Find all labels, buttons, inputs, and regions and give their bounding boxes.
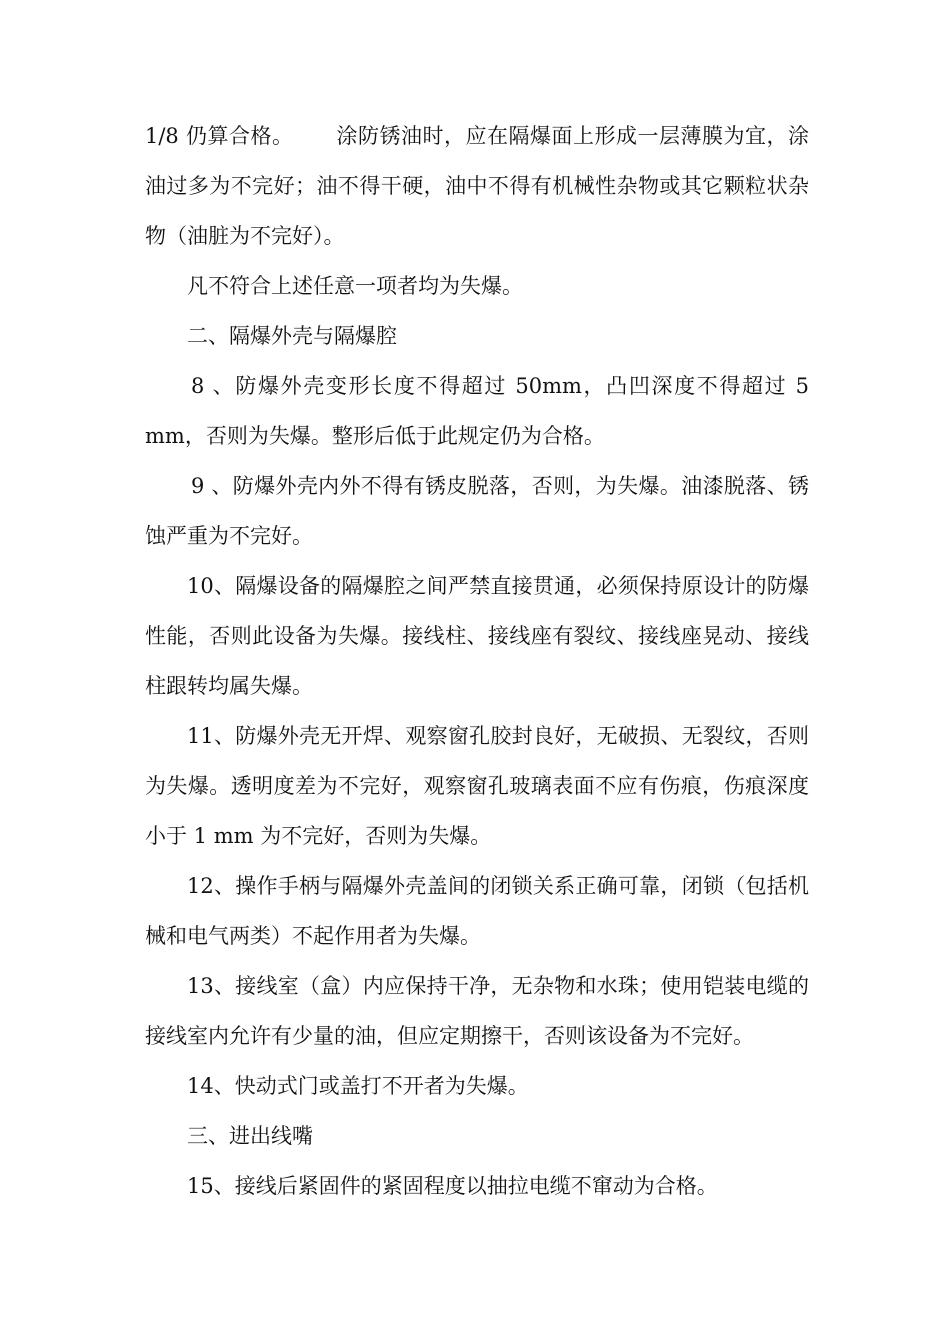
paragraph-item-8: 8 、防爆外壳变形长度不得超过 50mm，凸凹深度不得超过 5 mm，否则为失爆。整形后低于此规定仍为合格。 xyxy=(145,374,809,448)
paragraph-item-12: 12、操作手柄与隔爆外壳盖间的闭锁关系正确可靠，闭锁（包括机械和电气两类）不起作用者为失爆。 xyxy=(145,874,809,948)
section-heading-cable-entry: 三、进出线嘴 xyxy=(187,1124,313,1148)
paragraph-rust-oil: 涂防锈油时，应在隔爆面上形成一层薄膜为宜，涂油过多为不完好；油不得干硬，油中不得有机械性杂物或其它颗粒状杂物（油脏为不完好）。 xyxy=(145,124,809,248)
paragraph-oil-coating xyxy=(145,111,809,261)
document-body xyxy=(145,111,809,1211)
paragraph-item-9: 9 、防爆外壳内外不得有锈皮脱落，否则，为失爆。油漆脱落、锈蚀严重为不完好。 xyxy=(145,474,809,548)
paragraph-item-10: 10、隔爆设备的隔爆腔之间严禁直接贯通，必须保持原设计的防爆性能，否则此设备为失爆。接线柱、接线座有裂纹、接线座晃动、接线柱跟转均属失爆。 xyxy=(145,574,809,698)
paragraph-summary: 凡不符合上述任意一项者均为失爆。 xyxy=(187,274,523,298)
section-heading-enclosure: 二、隔爆外壳与隔爆腔 xyxy=(187,324,397,348)
paragraph-item-13: 13、接线室（盒）内应保持干净，无杂物和水珠；使用铠装电缆的接线室内允许有少量的油，但应定期擦干，否则该设备为不完好。 xyxy=(145,974,809,1048)
paragraph-item-15: 15、接线后紧固件的紧固程度以抽拉电缆不窜动为合格。 xyxy=(187,1174,718,1198)
paragraph-item-14: 14、快动式门或盖打不开者为失爆。 xyxy=(187,1074,529,1098)
paragraph-item-11: 11、防爆外壳无开焊、观察窗孔胶封良好，无破损、无裂纹，否则为失爆。透明度差为不完好，观察窗孔玻璃表面不应有伤痕，伤痕深度小于 1 mm 为不完好，否则为失爆。 xyxy=(145,724,809,848)
paragraph-fragment-qualified: 1/8 仍算合格。 xyxy=(145,124,294,148)
